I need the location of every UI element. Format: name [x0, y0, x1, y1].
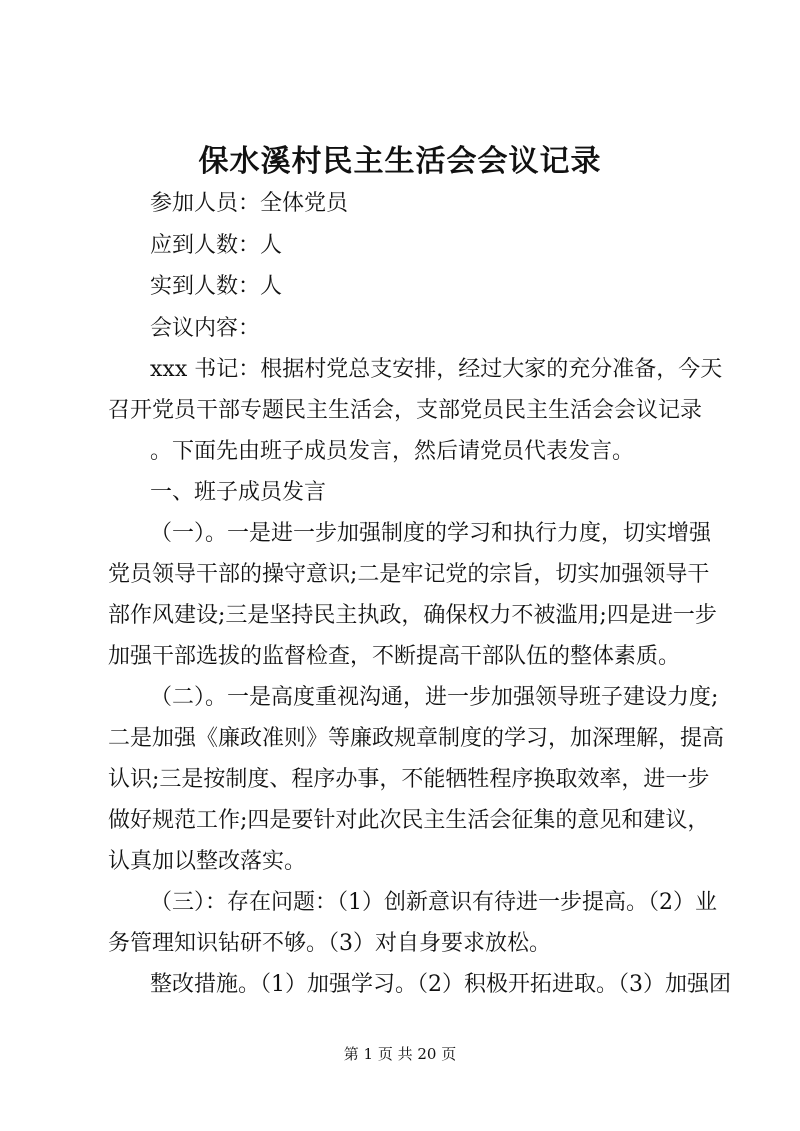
paragraph-line: （二）。一是高度重视沟通，进一步加强领导班子建设力度; — [150, 685, 719, 710]
paragraph-line: xxx 书记：根据村党总支安排，经过大家的充分准备，今天 — [150, 357, 723, 382]
paragraph-line: 党员领导干部的操守意识;二是牢记党的宗旨，切实加强领导干 — [108, 562, 710, 587]
paragraph-line: 。下面先由班子成员发言，然后请党员代表发言。 — [150, 439, 635, 464]
paragraph-line: 认识;三是按制度、程序办事，不能牺牲程序换取效率，进一步 — [108, 767, 710, 792]
meeting-content-label: 会议内容： — [150, 316, 261, 341]
paragraph-line: 务管理知识钻研不够。（3）对自身要求放松。 — [108, 931, 551, 956]
section-heading: 一、班子成员发言 — [150, 480, 327, 505]
attendees-line: 参加人员：全体党员 — [150, 191, 349, 216]
paragraph-line: 整改措施。（1）加强学习。（2）积极开拓进取。（3）加强团 — [150, 972, 731, 997]
paragraph-line: 加强干部选拔的监督检查，不断提高干部队伍的整体素质。 — [108, 644, 681, 669]
paragraph-line: 做好规范工作;四是要针对此次民主生活会征集的意见和建议， — [108, 808, 710, 833]
paragraph-line: 二是加强《廉政准则》等廉政规章制度的学习，加深理解，提高 — [108, 726, 725, 751]
document-title: 保水溪村民主生活会会议记录 — [198, 144, 602, 179]
paragraph-line: 认真加以整改落实。 — [108, 849, 307, 874]
paragraph-line: （三）：存在问题：（1）创新意识有待进一步提高。（2）业 — [150, 890, 717, 915]
paragraph-line: （一）。一是进一步加强制度的学习和执行力度，切实增强 — [150, 521, 712, 546]
paragraph-line: 部作风建设;三是坚持民主执政，确保权力不被滥用;四是进一步 — [108, 603, 717, 628]
actual-count-line: 实到人数：人 — [150, 274, 283, 299]
expected-count-line: 应到人数：人 — [150, 233, 283, 258]
paragraph-line: 召开党员干部专题民主生活会，支部党员民主生活会会议记录 — [108, 398, 703, 423]
page-number-footer: 第 1 页 共 20 页 — [343, 1045, 457, 1063]
